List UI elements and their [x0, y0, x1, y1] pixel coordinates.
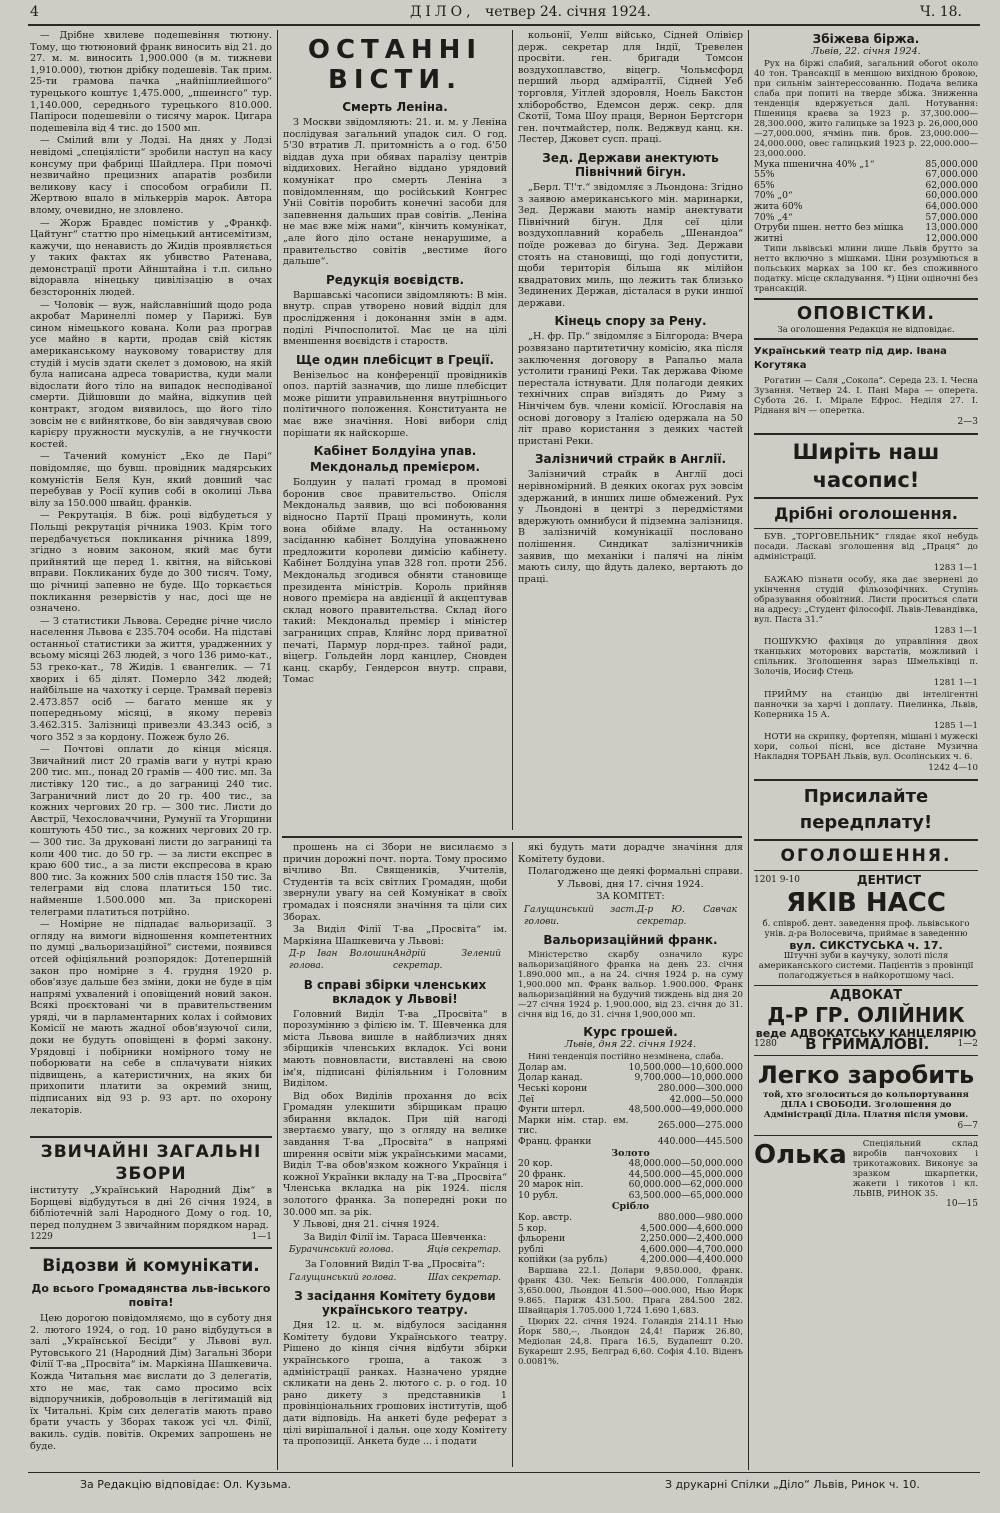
article-text: які будуть мати дорадчe значіння для Комітету будови. — [518, 842, 743, 865]
advocate-label: АДВОКАТ — [829, 988, 903, 1004]
table-cell: 60,000.000—62,000.000 — [628, 1179, 743, 1191]
easy-earn-num: 6—7 — [957, 1120, 978, 1131]
flour-table — [754, 160, 978, 245]
column-4 — [754, 30, 978, 1470]
assembly-title: ЗВИЧАЙНІ ЗАГАЛЬНІ ЗБОРИ — [40, 1142, 262, 1184]
dentist-text: б. співроб. дент. заведення проф. львівського унів. д-ра Волосевича, приймає в заведенню — [762, 918, 970, 939]
bourse-tail: Типи львівські млини лише Львів брутто за нетто включно з мішками. Ціни розуміються в польських марках за 100 кг. без споживного податку. місце складування. *) Ціни оціночні без трансакцій. — [754, 244, 978, 295]
article-text: Залізничий страйк в Англії досі нерівномірний. В деяких окогах рух зовсім здержаний, в инших лише обмежений. Рух у Льондоні в центрі з передмістями вдержують омнибуси й підземна залізниця. В залізничій комунікації пословано полішення. Синдикат залізничників заявив, що механіки і палячі на лінім мають силу, що йдуть далеко, вертають до праці. — [518, 469, 743, 585]
table-cell: 13,000.000 — [925, 222, 978, 234]
page-number: 4 — [30, 4, 39, 20]
signature: Галущинський голова. — [289, 1272, 397, 1283]
table-cell: Марки нім. стар. ем. тис. — [518, 1114, 629, 1137]
table-cell: Мука пшенична 40% „1“ — [754, 158, 875, 170]
table-cell: 880.000—980.000 — [657, 1212, 743, 1224]
column-1-lower — [30, 1132, 272, 1472]
subscribe-banner — [754, 779, 978, 841]
news-item: — Чоловік — вуж, найславніший щодо рода акробат Маринеллі помер у Парижі. Був сином німецького кована. Коли раз програв усе майно в карти, продав свій кістяк американському науковому товариству для студій і мусів здати скелет з домовою, на якій була написана адреса товариства, куди мали відослати його тіло на випадок несподіваної смерти. Дійшовши до майна, відкупив цей контракт, згодом виявилось, що його тіло зовсім не є вийнятковe, бо він завдячував свою карієру пружности мускулів, а не гнучкости костей. — [30, 299, 272, 450]
table-cell: 55% — [754, 169, 775, 181]
assembly-ref: 1229 — [30, 1232, 53, 1243]
appeals-text: Цею дорогою повідомляємо, що в суботу дня 2. лютого 1924, о год. 10 рано відбудуться в залі „Української Бесіди“ у Львові вул. Рутовського 21 (Народний Дім) Загальні Збори Філії Т-ва „Просвіта“ ім. Маркіяна Шашкевича. Кожда Читальня має вислати до 3 делегатів, хто не має, так само просимо всіх відпоручників, добровольців в легітимацій від їх Читальні. Крім сих делегатів мають право брати участь у Зборах також усі чл. Філії, вакиль. судів. повітів. Окремих запрошень не буде. — [30, 1312, 272, 1452]
place-date: У Львові, дня 21. січня 1924. — [293, 1219, 440, 1231]
dentist-ref: 1201 9-10 — [754, 874, 800, 885]
signature: Д-р Іван Волошин голова. — [289, 949, 394, 971]
table-cell: 10 рубл. — [518, 1189, 559, 1201]
place-date: У Львові, дня 17. січня 1924. — [557, 878, 704, 890]
masthead: ДІЛО, — [410, 4, 475, 20]
table-cell: 64,000.000 — [925, 200, 978, 212]
exchange-date: Львів, дня 22. січня 1924. — [564, 1039, 697, 1051]
table-cell: Кор. австр. — [518, 1212, 573, 1224]
table-cell: Леї — [518, 1093, 535, 1105]
small-ad: БУВ. „ТОРГОВЕЛЬНИК“ глядає якої небудь посади. Ласкаві зголошення від „Праця“ до адміністрації. — [754, 531, 978, 562]
news-item: — Смілий вли у Лодзі. На днях у Лодзі невідомі „спеціялісти“ зробили наступ на касу консуму при фабриці Шайдлера. При помочі незвичайно прецизних апаратів розбили великову касу і способом ограбили П. Жертвою впало в мількеррів марок. Автора вломy, очевидно, не зловлено. — [30, 135, 272, 216]
advocate-text: веде АДВОКАТСЬКУ КАНЦЕЛЯРІЮ — [755, 1026, 977, 1040]
article-text: Міністерство скарбу означило курс вальоризаційного франка на день 23. січня 1.890.000 мп., а на 24. січня 1924 р. на суму 1,900.000 мп. Франк вальор. 1.900.000. Франк вальоризаційний на будучий тиждень від дня 20—27 січня 1924 р. 1,900.000, від 23. січня до 31. січня від 16, до 31. січня 1,900,000 мп. — [518, 950, 743, 1021]
notices-title: ОПОВІСТКИ. — [796, 303, 936, 325]
silver-heading: Срібло — [611, 1201, 650, 1213]
article-text: прошень на сі Збори не висилаємо з причин дорожні почт. порта. Тому просимо вічливо Вп. Священиків, Учителів, Студентів та всіх світлих Громадян, щоби звернули увагу на сей Комунікат в своїх громадах і поясняли значіння та ціли сих Зборах. — [283, 842, 507, 923]
small-ad-ref: 1242 4—10 — [928, 763, 978, 774]
column-rule — [512, 842, 513, 1467]
column-2 — [283, 30, 507, 832]
spread-text: Ширіть наш часопис! — [792, 439, 940, 492]
table-cell: 85,000.000 — [925, 158, 978, 170]
news-item: — Жорж Бравдес помістив у „Франкф. Цайтунг“ статтю про німецький антисемітизм, кажучи, що ненависть до Жидів проявляється у таких фактах як убивство Ратенава, демонстрації проти Айнштайна і т.п. сильно відоравла нінецьку цивілізацію в очах безсторонніх людей. — [30, 217, 272, 299]
table-cell: Долар канад. — [518, 1072, 583, 1084]
headline-greece: Ще один плебісцит в Греції. — [295, 352, 495, 367]
table-row — [518, 1255, 743, 1266]
table-cell: 67,000.000 — [925, 169, 978, 181]
table-cell: 4,200.000—4,400.000 — [640, 1254, 743, 1266]
table-cell: 48,000.000—50,000.000 — [628, 1158, 743, 1170]
table-cell: 65% — [754, 179, 775, 191]
exchange-note: Нині тенденція постійно незмінена, слаба. — [528, 1051, 724, 1062]
latest-news-title: ОСТАННІ ВІСТИ. — [307, 35, 483, 95]
news-item: — Номірне не підпадає вальоризації. З огляду на вимоги відношення компетентних по думці „вальоризаційної“ системи, появився отсей офіціяльний розпорядок: Дотепершній закон про номірне з 4. грудня 1920 р. обов'язує дальше без зміни, доки не буде в цім напрямі ухвалений і оповіщений новий закон. Всякі проєктовані чи в правительственим уряді, чи в парламентарних колах і соймових Комісії не мають жадної обов'язуючої сили, доки не будуть оповіщені в формі закону. Урядовці і побірники номірного тому не поборювати на себе в сплачувати ніяких підвищень, а катеристичних, на яких би прихопити платити за окремий знищ, підписаних від 93 р. 93 арт. по охорону лекаторів. — [30, 919, 272, 1116]
column-3-lower — [518, 842, 743, 1467]
headline-grain-bourse: Збіжева біржа. — [812, 32, 920, 46]
assembly-num: 1—1 — [251, 1232, 272, 1243]
gold-heading: Золото — [611, 1147, 650, 1159]
page-header — [30, 2, 980, 22]
olka-name: Олька — [754, 1140, 847, 1171]
signature: Галущинський заст. голови. — [524, 904, 638, 927]
small-ad-ref: 1281 1—1 — [933, 678, 978, 689]
headline-voivodeships: Редукція воєвідств. — [325, 272, 465, 287]
notices-block — [754, 298, 978, 340]
table-cell: 440.000—445.500 — [657, 1135, 743, 1147]
dentist-label: ДЕНТИСТ — [856, 872, 922, 887]
footer-editor: За Редакцію відповідає: Ол. Кузьма. — [80, 1478, 292, 1491]
table-cell: 265.000—275.000 — [657, 1120, 743, 1132]
appeals-subtitle: До всього Громадянства льв-івського повіта! — [31, 1281, 271, 1309]
org-line: За Виділ Філії ім. Тараса Шевченка: — [303, 1231, 487, 1243]
article-text: Болдуин у палаті громад в промові боронив своє правительство. Опісля Мекдональд заявив, що всі побоювання відносно Партії Праці проминуть, коли вона обійме владу. На останньому засіданню кабінет Болдуіна уповажнено предложити королеви димісію кабінету. Кабінет Болдуіна упав 328 гол. проти 256. Мекдональд згодився обняти становище президента міністрів. Король прийняв нового премієра на авдієнції й акцептував склад нового правительства. Склад його такий: Мекдональд премієр і міністер заграницих справ, Кляйнс лорд приватної печаті, Пармур лорд-през. тайної ради, віцегр. Гольдейн лорд канцлер, Сновден канц. скарбу, Гендерсон внутр. справи, Томас — [283, 477, 507, 686]
theatre-num: 2—3 — [957, 417, 978, 428]
table-cell: 44,500.000—45,000.000 — [628, 1168, 743, 1180]
table-cell: 9,700.000—10,000.000 — [634, 1072, 743, 1084]
org-line: За Головний Виділ Т-ва „Просвіта“: — [304, 1259, 485, 1270]
table-cell: 5 кор. — [518, 1222, 547, 1234]
table-cell: 20 франк. — [518, 1168, 566, 1180]
easy-earn-text: той, хто зголоситься до кольпортування ДІЛА і СВОБОДИ. Зголошення до Адміністрації Діла. Платня після умови. — [763, 1089, 969, 1120]
small-ad-ref: 1283 1—1 — [933, 562, 978, 573]
table-cell: 2,250.000—2,400.000 — [640, 1233, 743, 1245]
table-cell: 60,000.000 — [925, 190, 978, 202]
table-cell: Фунти штерл. — [518, 1104, 585, 1116]
signature: Шах секретар. — [428, 1272, 501, 1283]
column-rule — [512, 30, 513, 830]
dentist-name: ЯКІВ НАСС — [786, 887, 946, 918]
table-cell: 12,000.000 — [925, 232, 978, 244]
advocate-name: Д-Р ГР. ОЛІЙНИК — [767, 1002, 965, 1027]
table-row — [518, 1137, 743, 1148]
table-row — [518, 1191, 743, 1202]
theatre-schedule: Рогатин — Саля „Сокола“. Середа 23. І. Чесна Зузання. Четвер 24. І. Пані Мара — оперета. Субота 26. І. Мірале Ефрос. Неділя 27. І. Ріднаня віч — оперетка. — [754, 376, 978, 417]
headline-baldwin: Кабінет Болдуіна упав. — [313, 444, 477, 459]
article-text: „Берл. Т!'т.“ звідомляє з Льондона: Згідно з заявою американського мін. маринарки, Зед. Держави мають намір анектувати Північний бігун. Для сеї ціли воздухоплавний корабель „Шенандоа“ поїде рожеваз до бігуна. Зед. Держави стоять на становищі, що годі допустити, щоби територія більша як мілійон квадратових миль, що лежить так близько Зединених Держав, дісталася в руки иншої держави. — [518, 181, 743, 309]
table-row — [754, 234, 978, 245]
headline-north-pole: Зед. Держави анектують Північний бігун. — [542, 150, 719, 179]
issue-date: четвер 24. січня 1924. — [485, 4, 651, 20]
theatre-heading: Український театр під дир. Івана Когутяка — [754, 346, 947, 372]
issue-number: Ч. 18. — [920, 4, 962, 20]
article-text: „Н. фр. Пр.“ звідомляє з Білгорода: Вчера розвязано партитетичну комісію, яка після заключення договору в Рапальо мала устолити границі Реки. Так держава Фіюме перестала істнувати. Для полагоди деяких технічних справ виїздять до Риму з Нінчічем був. члени комісії. Югославія на основі договору з Італією одержала на 50 літ право користання з деяких частей пристані Реки. — [518, 331, 743, 447]
easy-earn-title: Легко заробить — [757, 1060, 975, 1089]
table-cell: 4,500.000—4,600.000 — [640, 1222, 743, 1234]
table-cell: Долар ам. — [518, 1061, 567, 1073]
news-item: — Дрібне хвилеве подешевіння тютюну. Тому, що тютюновий франк виносить від 21. до 27. м. м. виносить 1,900.000 (в м. тижневи 1,910.000), тютюн дрібку подешевів. Так прим. 25-ти грамова пачка „найпішлиейшого“ турецького коштує 1,475.000, „пшеинсго“ тур. 1,140.000, середнього турецького 810.000. Папіроси подешевіли о тисячу марок. Цигара подешевіла від 4 тис. до 1500 мп. — [30, 30, 272, 134]
advocate-place: В ГРИМАЛОВІ. — [805, 1035, 930, 1054]
headline-exchange: Курс грошей. — [583, 1025, 678, 1040]
gold-table — [518, 1159, 743, 1201]
table-row — [754, 202, 978, 213]
column-rule — [277, 30, 278, 1470]
table-cell: 70% „4“ — [754, 211, 793, 223]
headline-lenin: Смерть Леніна. — [342, 100, 448, 114]
assembly-notice — [30, 1136, 272, 1249]
table-cell: 20 марок ніп. — [518, 1179, 584, 1191]
article-text: Варшавські часописи звідомляють: В мін. внутр. справ утворено новий відділ для прослідження і доконання змін в адм. поділі Річпосполитої. Має це на цілі вменшення воєвідств і староств. — [283, 289, 507, 348]
news-item: — Тачений комуніст „Еко де Парі“ повідомляє, що бувш. провідник мадярських комуністів Беля Кун, який довший час перебував у Росії купив собі в околиці Льва вілу за 150.000 швайц. франків. — [30, 451, 272, 509]
table-cell: 280.000—300.000 — [657, 1082, 743, 1094]
table-cell: рублі — [518, 1243, 544, 1255]
signature: Бурачинський голова. — [289, 1245, 394, 1256]
appeals-title: Відозви й комунікати. — [42, 1255, 260, 1276]
dentist-address: вул. СИКСТУСЬКА ч. 17. — [789, 938, 943, 952]
warsaw-quotes: Варшава 22.1. Долари 9,850.000, франк. франк 430. Чек: Бельгія 400.000, Голландія 3,650.000, Льондон 41.500—000.000, Нью Йорк 9.865. Париж 431.500. Прага 284.500 282. Швайцарія 1.705.000 1,724 1.690 1,683. — [518, 1266, 743, 1317]
bourse-text: Рух на біржі слабий, загальний обоrot около 40 тон. Трансакції в меншою вихідною бровою, при сильнім заінтерессованню. Подача велика слаба при попиті на тверде збіжа. Зниженна тенденція вдержується далі. Нотування: Пшениця краєва за 1923 р. 37,300.000—28,300.000, жито галицьке за 1923 р. 26,000,000—27,000.000, ячмінь пив. бров. 23,000.000—24,000.000, овес галицький 1923 р. 22,000.000—23,000.000. — [754, 58, 978, 159]
notices-disclaimer: За оголошення Редакція не відповідає. — [777, 325, 955, 336]
headline-dues: В справі збірки членських вкладок у Львові! — [303, 977, 487, 1006]
table-cell: 62,000.000 — [925, 179, 978, 191]
article-text: Головний Виділ Т-ва „Просвіта“ в порозумінню з філією ім. Т. Шевченка для міста Львова вишле в найблизчих днях збірщиків членських вкладок. Усі вони мають повновласти, виставлені на свою ім'я, підписані філіяльним і Головним Виділом. — [283, 1008, 507, 1090]
table-cell: 10,500.000—10,600.000 — [628, 1061, 743, 1073]
silver-table — [518, 1213, 743, 1266]
zurich-quotes: Цюрих 22. січня 1924. Голандія 214.11 Нью Йорк 580,--, Льондон 24,4! Париж 26.80, Медіолан 24,8. Прага 16.5, Будапешт 0.20. Букарешт 2.95, Белград 6,60. Софія 4.10. Віденъ 0.0081%. — [518, 1317, 743, 1368]
header-rule — [28, 24, 980, 26]
footer-printer: З друкарні Спілки „Діло“ Львів, Ринок ч. 10. — [665, 1478, 920, 1491]
table-cell: Франц. франки — [518, 1135, 592, 1147]
signature: Андрій Зелений секретар. — [393, 949, 501, 971]
small-ads-title: Дрібні оголошення. — [774, 503, 958, 523]
table-cell: житні — [754, 232, 783, 244]
small-ad-ref: 1283 1—1 — [933, 625, 978, 636]
small-ad: ПРИЙМУ на станцію двi інтелігентні панночки за харчі і доплату. Пиелинка, Львів, Коперника 15 А. — [754, 689, 978, 720]
table-cell: 20 кор. — [518, 1158, 553, 1170]
table-cell: 70% „0“ — [754, 190, 793, 202]
advocate-ref: 1280 — [754, 1039, 777, 1050]
announcements-title: ОГОЛОШЕННЯ. — [780, 845, 952, 866]
table-cell: 48,500.000—49,000.000 — [628, 1104, 743, 1116]
section-rule — [282, 836, 742, 838]
news-item: — Рекрутація. В біж. році відбудеться у Польщі рекрутація річника 1903. Крім того передбачується покликання річника 1899, згідно з новим законом, який має бути прийнятий ще перед 1. квітня, на військові вправи. Покликаних буде до 300 тисяч. Тому, що річниці запевно не буде. Що торкається покликання резервістів у нас, досі ще не означено. — [30, 510, 272, 615]
table-cell: жита 60% — [754, 200, 803, 212]
small-ad: БАЖАЮ пізнати особу, яка дає звернені до укінчення студій фільозофічних. Ступінь образування обовітний. Листи проситься слати на адресу: „Студент філософії. Львів-Левандівка, вул. Паста 31.“ — [754, 574, 978, 625]
article-text: Від обох Виділів прохання до всіх Громадян улекшити збірщикам працю збирання вкладок. При цій нагоді звертаємо увагу, що з огляду на велике завдання Т-ва „Просвіта“ в напрямі ширення освіти між українськими масами, Виділ Т-ва обов'язком кожного Українця і кожної Українки вкладу на Т-ва „Просвіта“ Членська вкладка на рік 1924. після золотого франка. За попередні роки по 30.000 мп. за рік. — [283, 1090, 507, 1218]
currency-table — [518, 1063, 743, 1148]
headline-franc: Вальоризаційний франк. — [543, 933, 718, 948]
table-cell: фльорени — [518, 1233, 566, 1245]
article-text: Венізельос на конференції провідників опоз. партій зазначив, що лише плебісцит може рішити управильнення внутрішнього політичного положення. Конституанта не має вже значіння. Нові вибори слід порішати як найскорше. — [283, 369, 507, 439]
article-text: З Москви звідомляють: 21. и. м. у Леніна послідувая загальний упадок сил. О год. 5'30 втратив Л. притомність а о год. 6'50 віддав духа при обявах паралізу центрів віддихових. Негайно віддано урядовий комунікат про смерть Леніна з повідомленням, що російський Конгрес Уніі Совітів поробить конечні засоби для запевнення дальших прав совітів. „Леніна не має вже між нами“, кінчить комунікат, „але його діло остане ненарушиме, а правительство совітів „вестиме його дальше“. — [283, 117, 507, 268]
subscribe-text: Присилайте передплату! — [799, 785, 933, 833]
column-1 — [30, 30, 272, 1150]
table-cell: 42.000—50.000 — [669, 1093, 743, 1105]
table-cell: 4,600.000—4,700.000 — [640, 1243, 743, 1255]
column-3 — [518, 30, 743, 832]
news-item: — Почтові оплати до кінця місяця. Звичайний лист 20 грамів ваги у нутрі краю 200 тис. мп., понад 20 грамів — 400 тис. мп. За листівку 120 тис., а до заграниці 240 тис. Заграничний лист до 20 гр. 400 тис., за кожних чергових 20 гр. — 300 тис. Листи до Австрії, Чехословаччини, Румунії та Угорщини коштують 450 тис., за кожних чергових 20 гр. — 300 тис. За друковані листи до заграниці та коли 400 тис. до 50 гр. — за листи експрес в краю 600 тис., а за листи експресова в краю 800 тис. За кожних 500 слів пластя 150 тис. За телеграми від слова платиться 150 тис. найменше 1.500.000 мп. За прискорені телеграми платиться потрійно. — [30, 744, 272, 918]
column-rule — [748, 30, 749, 1470]
headline-rijeka: Кінець спору за Рену. — [554, 314, 707, 329]
small-ad: ПОШУКУЮ фахівця до управління двох тканцьких моторових варстатів, можливий і спільник. Зголошення зараз Шмельківці п. Золочів, Иосиф Стець — [754, 637, 978, 678]
table-row — [518, 1116, 743, 1137]
footer-rule — [28, 1472, 980, 1473]
table-cell: копійки (за рубль) — [518, 1254, 608, 1266]
small-ad-ref: 1285 1—1 — [933, 720, 978, 731]
article-text: Дня 12. ц. м. відбулося засідання Комітету будови Українського театру. Рішено до кінця січня відбути збірки українського грошa, а також з адміністрації ранках. Назначено урядне скликати на день 2. лютого с. р. о год. 10 рано дикету з представників 1 провінціональних грошових інститутів, щоб дати відповідь. На анкеті буде реферат з цілі вирішальної і дальн. оце ходу Комітету та пропозиції. Анкета буде ... і подати — [283, 1320, 507, 1448]
headline-rail-strike: Залізничий страйк в Англії. — [534, 452, 727, 467]
table-row — [518, 1084, 743, 1095]
headline-theatre-committee: З засідання Комітету будови українського театру. — [294, 1289, 496, 1318]
spread-banner — [754, 433, 978, 499]
column-2-lower — [283, 842, 507, 1467]
assembly-text: інституту „Український Народний Дім“ в Борщеві відбудуться в дні 26 січня 1924, в бібліотечній залі Народного Дому о год. 10, перед полуднем 3 звичайним порядком нарад. — [30, 1185, 272, 1231]
olka-text: Спеціяльний склад виробів панчохових і трикотажових. Виконує за зразком шкарпетки, жакети і тикотов і кл. ЛЬВІВ, РИНОК 35. — [852, 1139, 978, 1200]
bourse-date: Львів, 22. січня 1924. — [811, 46, 921, 57]
article-text: кольонії, Уелш військо, Сідней Олівієр держ. секретар для Індії, Тревелен просвіти. ген. бригади Томсон воздухоплавство, віцегр. Чольмсфорд перший льорд адміралтії, Сідней Уеб торговля, Уітлей здоровля, Ноель Бакстон хліборобство, Едемсон держ. секр. для Скотії, Тома Шоу праця, Вернон Бертсгорн ген. почтмайстер, полк. Веджвуд канц. кн. Лестер, Джовет сусп. праці. — [518, 30, 743, 146]
table-cell: Чеські корони — [518, 1082, 588, 1094]
headline-macdonald: Мекдональд премієром. — [309, 460, 481, 475]
table-cell: Отруби пшен. нетто без мішка — [754, 222, 904, 234]
table-cell: 63,500.000—65,000.000 — [628, 1189, 743, 1201]
org-line: За Виділ Філії Т-ва „Просвіта“ ім. Маркіяна Шашкевича у Львові: — [283, 924, 507, 947]
olka-num: 10—15 — [946, 1199, 978, 1210]
signature: Яців секретар. — [427, 1245, 501, 1256]
advocate-num: 1—2 — [957, 1039, 978, 1050]
signature: Д-р Ю. Савчак секретар. — [637, 904, 737, 927]
article-text: Полагоджено ще деякі формальні справи. — [528, 866, 743, 878]
news-item: — З статистики Львова. Середнє річне число населення Львова є 235.704 особи. На підставі останньої статистики за життя, урадженних у всьому місяці 263 людей, з чого 136 римо-кат., 53 греко-кат., 78 Жидів. 1 євангелик. — 71 хворих і 65 ділят. Померло 342 людей; найбільше на чахотку і серце. Трамвай перевіз 2.473.857 осіб — багато менше як у попередньому місяці, в якому перевіз 3.462.315. Залізниці привезли 43.343 осіб, з чого 352 з за кордону. Пожеж було 26. — [30, 615, 272, 743]
small-ad: НОТИ на скрипку, фортепян, мішані і мужескі хори, сольоі пісні, все дістане Музична Накладня ТОРБАН Львів, вул. Осолінських ч. 6. — [754, 732, 978, 763]
org-line: ЗА КОМІТЕТ: — [596, 891, 665, 903]
table-cell: 57,000.000 — [925, 211, 978, 223]
dentist-tail: Штучні зуби в каучуку, золоті після американського системи. Пацієнтів з провінції полагоджується в найкоротшому часі. — [758, 951, 974, 982]
